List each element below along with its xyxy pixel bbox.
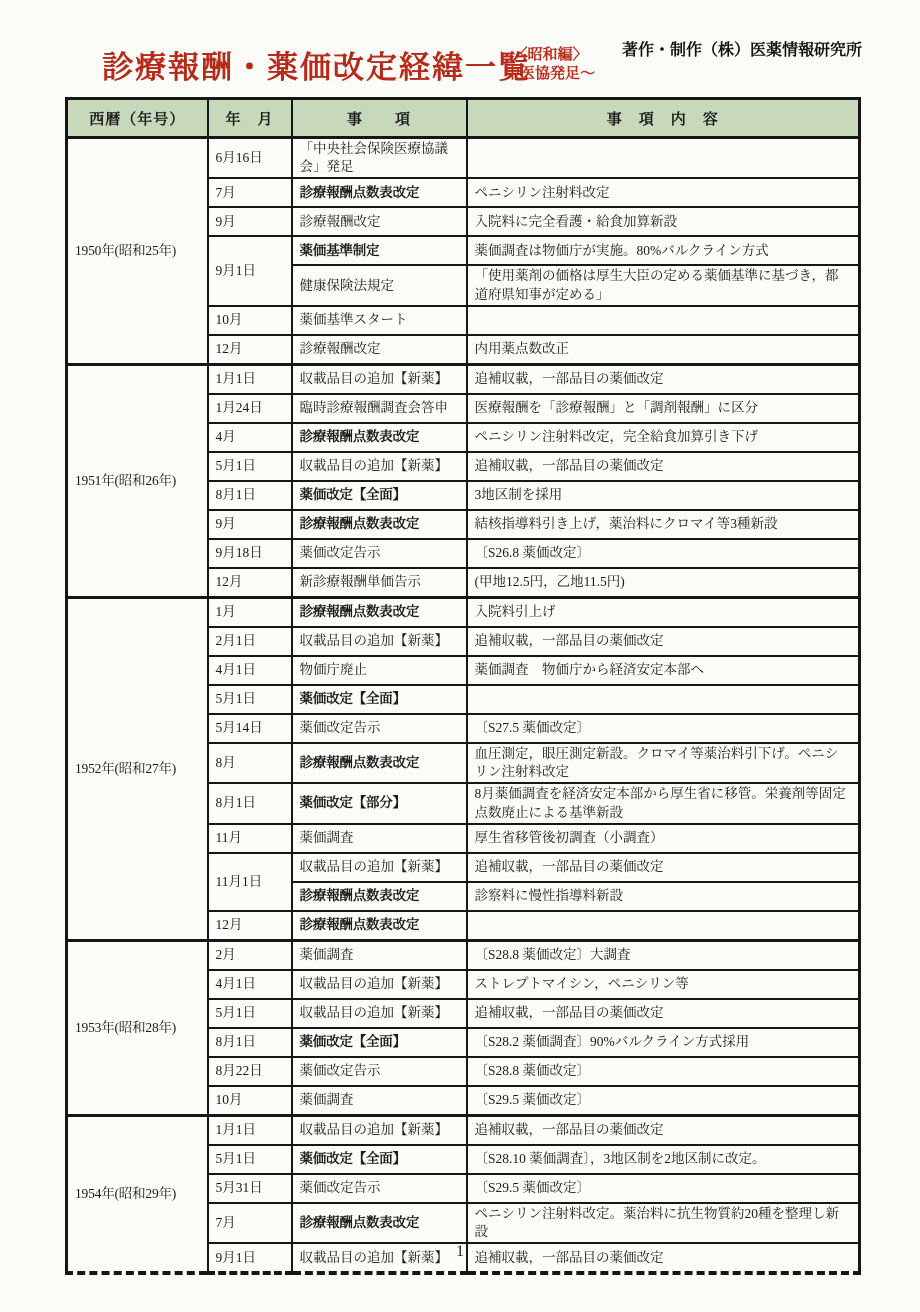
item-cell: 診療報酬点数表改定 [292, 911, 467, 941]
item-cell: 収載品目の追加【新薬】 [292, 1243, 467, 1273]
item-cell: 診療報酬点数表改定 [292, 178, 467, 207]
content-cell: 薬価調査 物価庁から経済安定本部へ [467, 656, 860, 685]
table-row [67, 364, 860, 394]
table-row [67, 597, 860, 627]
content-cell: 〔S29.5 薬価改定〕 [467, 1086, 860, 1116]
date-cell: 1月24日 [208, 394, 292, 423]
item-cell: 薬価改定【全面】 [292, 481, 467, 510]
date-cell: 8月1日 [208, 481, 292, 510]
content-cell: 追補収載，一部品目の薬価改定 [467, 452, 860, 481]
table-row [67, 1115, 860, 1145]
content-cell: 8月薬価調査を経済安定本部から厚生省に移管。栄養剤等固定点数廃止による基準新設 [467, 783, 860, 823]
content-cell: 厚生省移管後初調査（小調査） [467, 824, 860, 853]
date-cell: 5月14日 [208, 714, 292, 743]
subtitle-line-2: 中医協発足～ [504, 64, 595, 82]
date-cell: 4月 [208, 423, 292, 452]
item-cell: 診療報酬点数表改定 [292, 882, 467, 911]
item-cell: 収載品目の追加【新薬】 [292, 452, 467, 481]
content-cell: 医療報酬を「診療報酬」と「調剤報酬」に区分 [467, 394, 860, 423]
date-cell: 8月1日 [208, 1028, 292, 1057]
content-cell: 〔S28.10 薬価調査〕，3地区制を2地区制に改定。 [467, 1145, 860, 1174]
content-cell: 追補収載，一部品目の薬価改定 [467, 627, 860, 656]
content-cell: 〔S26.8 薬価改定〕 [467, 539, 860, 568]
item-cell: 診療報酬点数表改定 [292, 510, 467, 539]
content-cell [467, 911, 860, 941]
item-cell: 収載品目の追加【新薬】 [292, 970, 467, 999]
content-cell: 「使用薬剤の価格は厚生大臣の定める薬価基準に基づき，都道府県知事が定める」 [467, 265, 860, 305]
date-cell: 12月 [208, 911, 292, 941]
item-cell: 診療報酬改定 [292, 207, 467, 236]
content-cell: ペニシリン注射料改定。薬治料に抗生物質約20種を整理し新設 [467, 1203, 860, 1243]
item-cell: 収載品目の追加【新薬】 [292, 999, 467, 1028]
content-cell: 追補収載，一部品目の薬価改定 [467, 1115, 860, 1145]
date-cell: 1月1日 [208, 1115, 292, 1145]
date-cell: 9月 [208, 207, 292, 236]
date-cell: 8月1日 [208, 783, 292, 823]
date-cell: 5月31日 [208, 1174, 292, 1203]
credit-line: 著作・制作（株）医薬情報研究所 [621, 42, 862, 59]
item-cell: 薬価改定【全面】 [292, 1145, 467, 1174]
content-cell [467, 306, 860, 335]
column-header-detail: 事 項 内 容 [467, 99, 860, 138]
date-cell: 9月1日 [208, 236, 292, 305]
column-header-item: 事 項 [292, 99, 467, 138]
content-cell: 3地区制を採用 [467, 481, 860, 510]
item-cell: 薬価改定告示 [292, 1057, 467, 1086]
date-cell: 8月 [208, 743, 292, 783]
date-cell: 11月 [208, 824, 292, 853]
subtitle-line-1: 〈昭和編〉 [512, 46, 588, 63]
content-cell: 追補収載，一部品目の薬価改定 [467, 853, 860, 882]
page-subtitle [487, 46, 613, 84]
date-cell: 5月1日 [208, 452, 292, 481]
date-cell: 5月1日 [208, 685, 292, 714]
year-cell: 1952年(昭和27年) [67, 597, 208, 940]
item-cell: 健康保険法規定 [292, 265, 467, 305]
item-cell: 収載品目の追加【新薬】 [292, 364, 467, 394]
item-cell: 収載品目の追加【新薬】 [292, 1115, 467, 1145]
page-number: 1 [456, 1243, 464, 1260]
content-cell: 入院料引上げ [467, 597, 860, 627]
content-cell: 結核指導料引き上げ，薬治料にクロマイ等3種新設 [467, 510, 860, 539]
content-cell: 追補収載，一部品目の薬価改定 [467, 364, 860, 394]
item-cell: 診療報酬改定 [292, 335, 467, 365]
item-cell: 薬価調査 [292, 1086, 467, 1116]
item-cell: 「中央社会保険医療協議会」発足 [292, 138, 467, 179]
date-cell: 12月 [208, 335, 292, 365]
item-cell: 診療報酬点数表改定 [292, 743, 467, 783]
date-cell: 1月1日 [208, 364, 292, 394]
content-cell: 入院料に完全看護・給食加算新設 [467, 207, 860, 236]
content-cell: 血圧測定，眼圧測定新設。クロマイ等薬治料引下げ。ペニシリン注射料改定 [467, 743, 860, 783]
content-cell: ストレプトマイシン，ペニシリン等 [467, 970, 860, 999]
date-cell: 9月 [208, 510, 292, 539]
content-cell: ペニシリン注射料改定，完全給食加算引き下げ [467, 423, 860, 452]
item-cell: 薬価改定告示 [292, 539, 467, 568]
date-cell: 5月1日 [208, 999, 292, 1028]
item-cell: 収載品目の追加【新薬】 [292, 627, 467, 656]
content-cell: 追補収載，一部品目の薬価改定 [467, 999, 860, 1028]
page-title: 診療報酬・薬価改定経緯一覧 [102, 50, 531, 85]
item-cell: 臨時診療報酬調査会答申 [292, 394, 467, 423]
content-cell: 〔S28.8 薬価改定〕大調査 [467, 940, 860, 970]
date-cell: 7月 [208, 178, 292, 207]
date-cell: 1月 [208, 597, 292, 627]
item-cell: 薬価改定【部分】 [292, 783, 467, 823]
date-cell: 2月 [208, 940, 292, 970]
item-cell: 薬価改定【全面】 [292, 1028, 467, 1057]
content-cell: 〔S27.5 薬価改定〕 [467, 714, 860, 743]
content-cell: 薬価調査は物価庁が実施。80%バルクライン方式 [467, 236, 860, 265]
item-cell: 薬価改定【全面】 [292, 685, 467, 714]
revision-history-table [65, 97, 861, 1275]
item-cell: 診療報酬点数表改定 [292, 423, 467, 452]
date-cell: 8月22日 [208, 1057, 292, 1086]
year-cell: 1954年(昭和29年) [67, 1115, 208, 1273]
date-cell: 10月 [208, 306, 292, 335]
year-cell: 1950年(昭和25年) [67, 138, 208, 365]
date-cell: 5月1日 [208, 1145, 292, 1174]
date-cell: 10月 [208, 1086, 292, 1116]
year-cell: 1951年(昭和26年) [67, 364, 208, 597]
table-header-row [67, 99, 860, 138]
date-cell: 11月1日 [208, 853, 292, 911]
date-cell: 7月 [208, 1203, 292, 1243]
date-cell: 12月 [208, 568, 292, 598]
item-cell: 薬価調査 [292, 824, 467, 853]
content-cell: 〔S28.8 薬価改定〕 [467, 1057, 860, 1086]
date-cell: 6月16日 [208, 138, 292, 179]
item-cell: 物価庁廃止 [292, 656, 467, 685]
content-cell: 診察料に慢性指導料新設 [467, 882, 860, 911]
content-cell: 〔S29.5 薬価改定〕 [467, 1174, 860, 1203]
content-cell: ペニシリン注射料改定 [467, 178, 860, 207]
content-cell [467, 685, 860, 714]
item-cell: 薬価基準スタート [292, 306, 467, 335]
item-cell: 収載品目の追加【新薬】 [292, 853, 467, 882]
date-cell: 4月1日 [208, 970, 292, 999]
table-row [67, 138, 860, 179]
year-cell: 1953年(昭和28年) [67, 940, 208, 1115]
item-cell: 薬価調査 [292, 940, 467, 970]
content-cell: 内用薬点数改正 [467, 335, 860, 365]
column-header-year: 西暦（年号） [67, 99, 208, 138]
date-cell: 9月18日 [208, 539, 292, 568]
item-cell: 診療報酬点数表改定 [292, 1203, 467, 1243]
content-cell [467, 138, 860, 179]
item-cell: 診療報酬点数表改定 [292, 597, 467, 627]
date-cell: 9月1日 [208, 1243, 292, 1273]
content-cell: 追補収載，一部品目の薬価改定 [467, 1243, 860, 1273]
date-cell: 4月1日 [208, 656, 292, 685]
date-cell: 2月1日 [208, 627, 292, 656]
content-cell: (甲地12.5円，乙地11.5円) [467, 568, 860, 598]
item-cell: 薬価改定告示 [292, 1174, 467, 1203]
item-cell: 薬価改定告示 [292, 714, 467, 743]
content-cell: 〔S28.2 薬価調査〕90%バルクライン方式採用 [467, 1028, 860, 1057]
column-header-date: 年 月 [208, 99, 292, 138]
table-row [67, 940, 860, 970]
item-cell: 新診療報酬単価告示 [292, 568, 467, 598]
item-cell: 薬価基準制定 [292, 236, 467, 265]
